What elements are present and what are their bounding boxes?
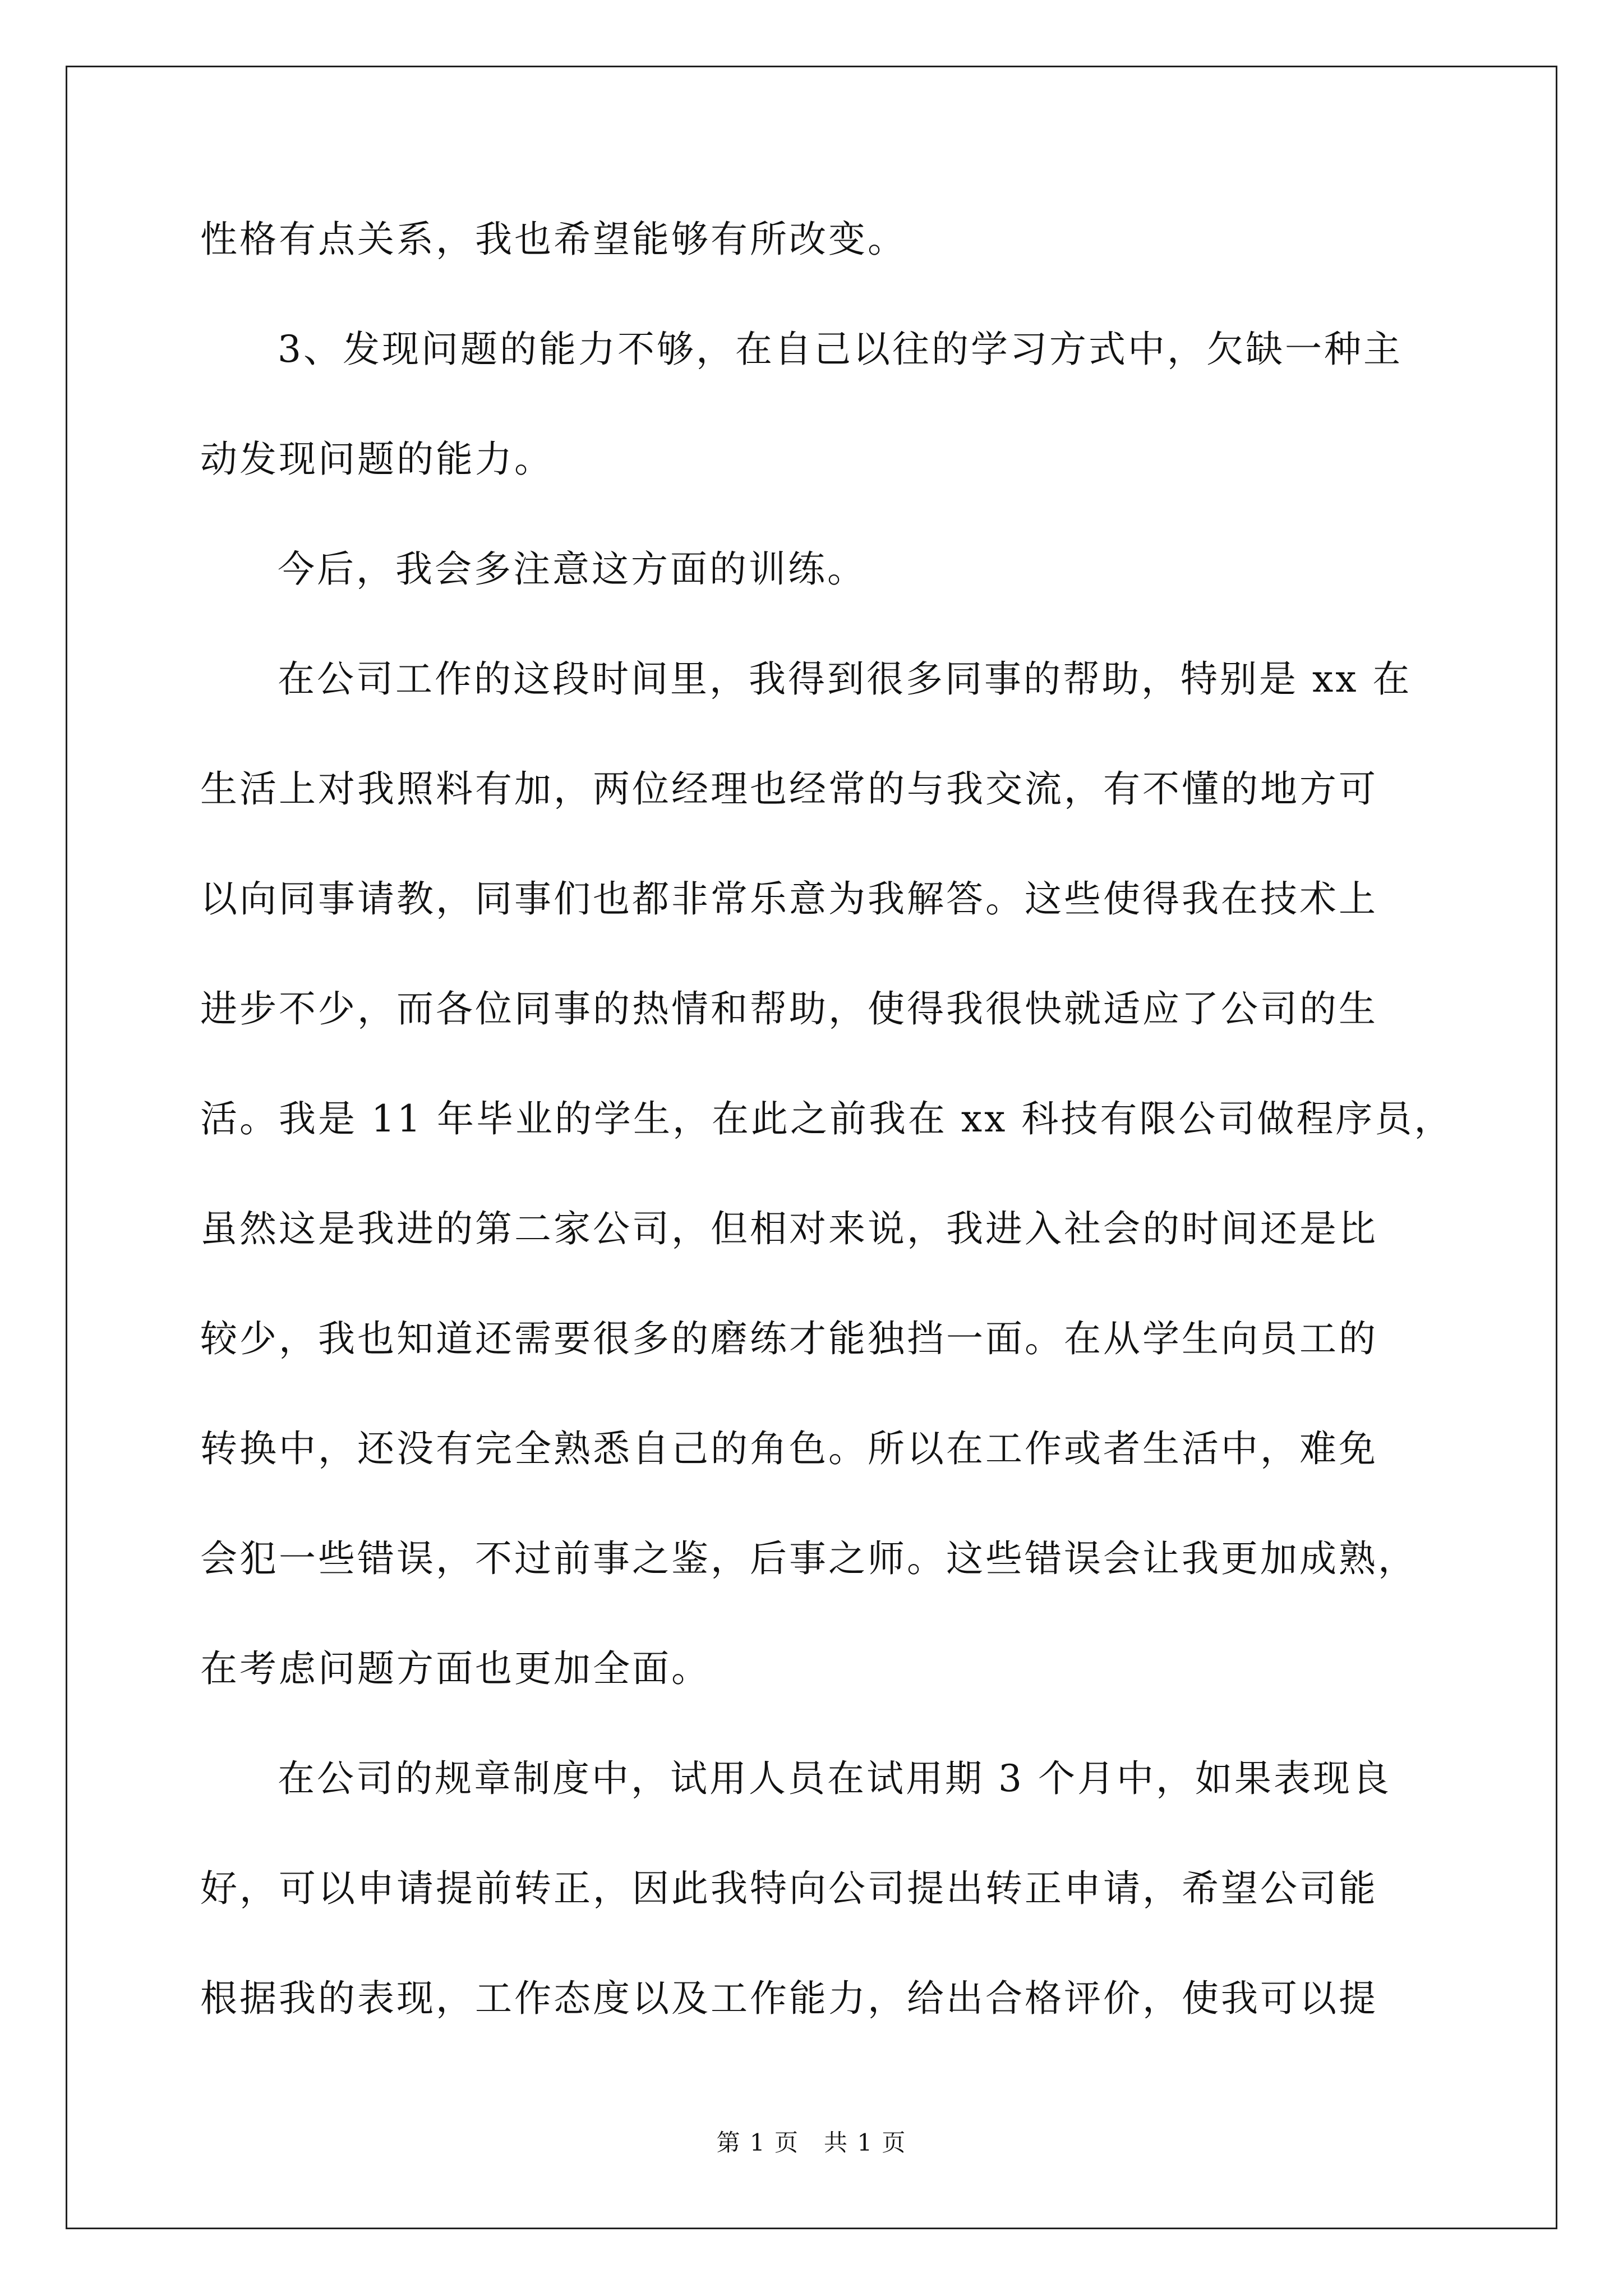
text-line: 动发现问题的能力。 <box>200 438 554 481</box>
text-line: 性格有点关系，我也希望能够有所改变。 <box>200 218 907 261</box>
text-line: 好，可以申请提前转正，因此我特向公司提出转正申请，希望公司能 <box>200 1867 1378 1910</box>
text-line: 今后，我会多注意这方面的训练。 <box>278 547 866 591</box>
text-line: 3、发现问题的能力不够，在自己以往的学习方式中，欠缺一种主 <box>278 328 1403 371</box>
text-line: 在考虑问题方面也更加全面。 <box>200 1647 711 1690</box>
text-line: 根据我的表现，工作态度以及工作能力，给出合格评价，使我可以提 <box>200 1977 1378 2020</box>
text-line: 虽然这是我进的第二家公司，但相对来说，我进入社会的时间还是比 <box>200 1207 1378 1250</box>
text-line: 较少，我也知道还需要很多的磨练才能独挡一面。在从学生向员工的 <box>200 1317 1378 1360</box>
text-line: 在公司的规章制度中，试用人员在试用期 3 个月中，如果表现良 <box>278 1757 1391 1800</box>
text-line: 转换中，还没有完全熟悉自己的角色。所以在工作或者生活中，难免 <box>200 1427 1378 1470</box>
text-line: 会犯一些错误，不过前事之鉴，后事之师。这些错误会让我更加成熟， <box>200 1537 1417 1580</box>
text-line: 在公司工作的这段时间里，我得到很多同事的帮助，特别是 xx 在 <box>278 657 1412 701</box>
text-line: 进步不少，而各位同事的热情和帮助，使得我很快就适应了公司的生 <box>200 987 1378 1030</box>
text-line: 以向同事请教，同事们也都非常乐意为我解答。这些使得我在技术上 <box>200 877 1378 921</box>
page-footer: 第 1 页 共 1 页 <box>716 2129 907 2156</box>
text-line: 活。我是 11 年毕业的学生，在此之前我在 xx 科技有限公司做程序员， <box>200 1097 1454 1140</box>
text-line: 生活上对我照料有加，两位经理也经常的与我交流，有不懂的地方可 <box>200 767 1378 811</box>
